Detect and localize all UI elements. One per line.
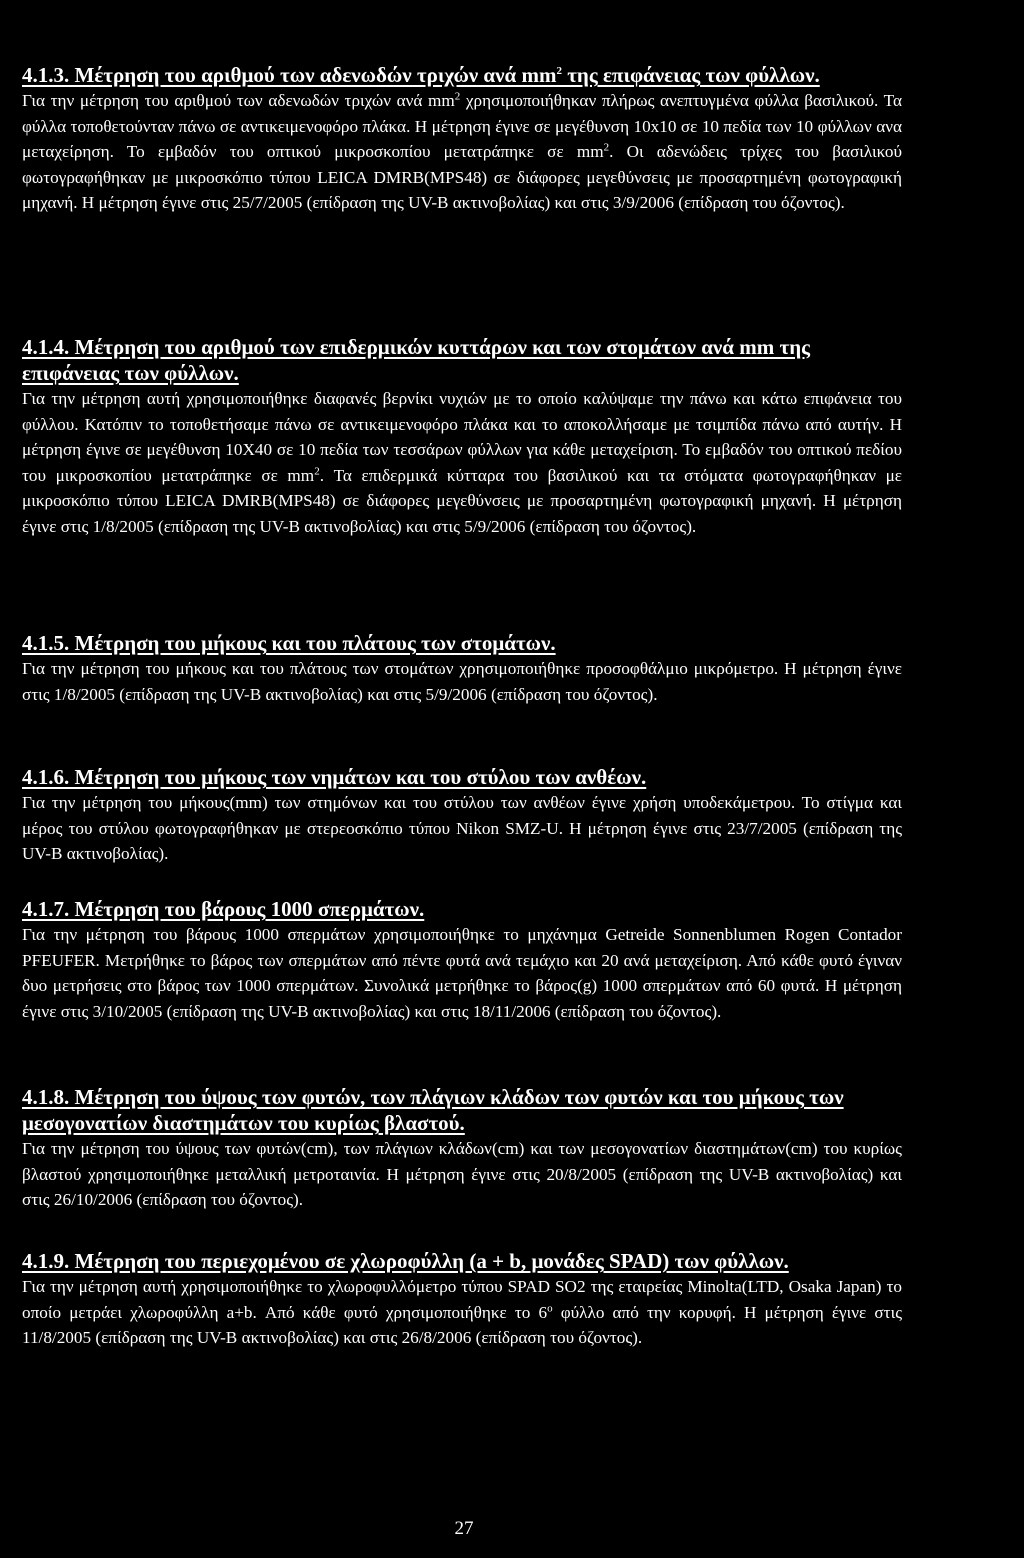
page-number: 27 xyxy=(454,1518,474,1539)
body-text: Για την μέτρηση αυτή χρησιμοποιήθηκε διαφανές βερνίκι νυχιών με το οποίο καλύψαμε την πάνω και κάτω επιφάνεια του φύλλου. Κατόπιν το τοποθετήσαμε πάνω σε αντικειμενοφόρο πλάκα και το αποκολλήσαμε με τσιμπίδα πάνω από αυτήν. Η μέτρηση έγινε σε μεγέθυνση 10X40 σε 10 πεδία των τεσσάρων φύλλων για κάθε μεταχείριση. Το εμβαδόν του οπτικού πεδίου του μικροσκοπίου μετατράπηκε σε mm xyxy=(22,389,902,485)
section-body xyxy=(22,88,902,216)
section-heading: 4.1.5. Μέτρηση του μήκους και του πλάτους των στομάτων. xyxy=(22,631,556,655)
section-heading: 4.1.6. Μέτρηση του μήκους των νημάτων και του στύλου των ανθέων. xyxy=(22,765,647,789)
body-text: φύλλο από την κορυφή. Η μέτρηση έγινε στις 11/8/2005 (επίδραση της UV-B ακτινοβολίας) και στις 26/8/2006 (επίδραση του όζοντος). xyxy=(22,1302,902,1347)
section-body: Για την μέτρηση του μήκους και του πλάτους των στομάτων χρησιμοποιήθηκε προσοφθάλμιο μικρόμετρο. Η μέτρηση έγινε στις 1/8/2005 (επίδραση της UV-B ακτινοβολίας) και στις 5/9/2006 (επίδραση του όζοντος). xyxy=(22,659,902,704)
section-4-1-4 xyxy=(22,334,902,539)
superscript: o xyxy=(547,1301,553,1314)
section-heading xyxy=(22,62,902,88)
section-4-1-8 xyxy=(22,1084,902,1213)
section-body: Για την μέτρηση του ύψους των φυτών(cm), των πλάγιων κλάδων(cm) και των μεσογονατίων διαστημάτων(cm) του κυρίως βλαστού χρησιμοποιήθηκε μεταλλική μετροταινία. Η μέτρηση έγινε στις 20/8/2005 (επίδραση της UV-B ακτινοβολίας) και στις 26/10/2006 (επίδραση του όζοντος). xyxy=(22,1139,902,1209)
section-heading: 4.1.9. Μέτρηση του περιεχομένου σε χλωροφύλλη (a + b, μονάδες SPAD) των φύλλων. xyxy=(22,1249,789,1273)
heading-text: της επιφάνειας των φύλλων. xyxy=(562,63,820,87)
section-heading: 4.1.8. Μέτρηση του ύψους των φυτών, των πλάγιων κλάδων των φυτών και του μήκους των μεσογονατίων διαστημάτων του κυρίως βλαστού. xyxy=(22,1085,844,1135)
superscript: 2 xyxy=(454,90,461,103)
body-text: χρησιμοποιήθηκαν πλήρως ανεπτυγμένα φύλλα βασιλικού. Τα φύλλα τοποθετούνταν πάνω σε αντικειμενοφόρο πλάκα. Η μέτρηση έγινε σε μεγέθυνση 10x10 σε 10 πεδία των 10 φύλλων ανα μεταχείρηση. Το εμβαδόν του οπτικού μικροσκοπίου μετατράπηκε σε mm xyxy=(22,91,902,161)
body-text: . Τα επιδερμικά κύτταρα του βασιλικού και τα στόματα φωτογραφήθηκαν με μικροσκόπιο τύπου LEICA DMRB(MPS48) σε διάφορες μεγεθύνσεις με προσαρτημένη φωτογραφική μηχανή. Η μέτρηση έγινε στις 1/8/2005 (επίδραση της UV-B ακτινοβολίας) και στις 5/9/2006 (επίδραση του όζοντος). xyxy=(22,465,903,536)
section-body: Για την μέτρηση του μήκους(mm) των στημόνων και του στύλου των ανθέων έγινε χρήση υποδεκάμετρου. Το στίγμα και μέρος του στύλου φωτογραφήθηκαν με στερεοσκόπιο τύπου Nikon SMZ-U. Η μέτρηση έγινε στις 23/7/2005 (επίδραση της UV-B ακτινοβολίας). xyxy=(22,793,902,863)
body-text: Για την μέτρηση αυτή χρησιμοποιήθηκε το χλωροφυλλόμετρο τύπου SPAD SO2 της εταιρείας Minolta(LTD, Osaka Japan) το οποίο μετράει χλωροφύλλη a+b. Από κάθε φυτό χρησιμοποιήθηκε το 6 xyxy=(22,1277,902,1322)
body-text: Για την μέτρηση του αριθμού των αδενωδών τριχών ανά mm xyxy=(22,91,455,110)
section-4-1-9 xyxy=(22,1248,902,1351)
section-4-1-3 xyxy=(22,62,902,216)
superscript: 2 xyxy=(556,65,562,77)
section-heading: 4.1.7. Μέτρηση του βάρους 1000 σπερμάτων. xyxy=(22,897,425,921)
section-body xyxy=(22,386,902,539)
section-4-1-6 xyxy=(22,764,902,867)
section-body xyxy=(22,1274,902,1351)
body-text: . Οι αδενώδεις τρίχες του βασιλικού φωτογραφήθηκαν με μικροσκόπιο τύπου LEICA DMRB(MPS48) σε διάφορες μεγεθύνσεις με προσαρτημένη φωτογραφική μηχανή. Η μέτρηση έγινε στις 25/7/2005 (επίδραση της UV-B ακτινοβολίας) και στις 3/9/2006 (επίδραση του όζοντος). xyxy=(22,142,902,212)
superscript: 2 xyxy=(314,464,320,477)
section-body: Για την μέτρηση του βάρους 1000 σπερμάτων χρησιμοποιήθηκε το μηχάνημα Getreide Sonnenblumen Rogen Contador PFEUFER. Μετρήθηκε το βάρος των σπερμάτων από πέντε φυτά ανά τεμάχιο και 20 ανά μεταχείριση. Από κάθε φυτό έγιναν δυο μετρήσεις στο βάρος των 1000 σπερμάτων. Συνολικά μετρήθηκε το βάρος(g) 1000 σπερμάτων από 60 φυτά. Η μέτρηση έγινε στις 3/10/2005 (επίδραση της UV-B ακτινοβολίας) και στις 18/11/2006 (επίδραση του όζοντος). xyxy=(22,925,902,1021)
section-4-1-5 xyxy=(22,630,902,707)
heading-text: 4.1.3. Μέτρηση του αριθμού των αδενωδών τριχών ανά mm xyxy=(22,63,557,87)
superscript: 2 xyxy=(603,141,610,154)
section-heading: 4.1.4. Μέτρηση του αριθμού των επιδερμικών κυττάρων και των στομάτων ανά mm της επιφάνειας των φύλλων. xyxy=(22,335,810,385)
section-4-1-7 xyxy=(22,896,902,1024)
